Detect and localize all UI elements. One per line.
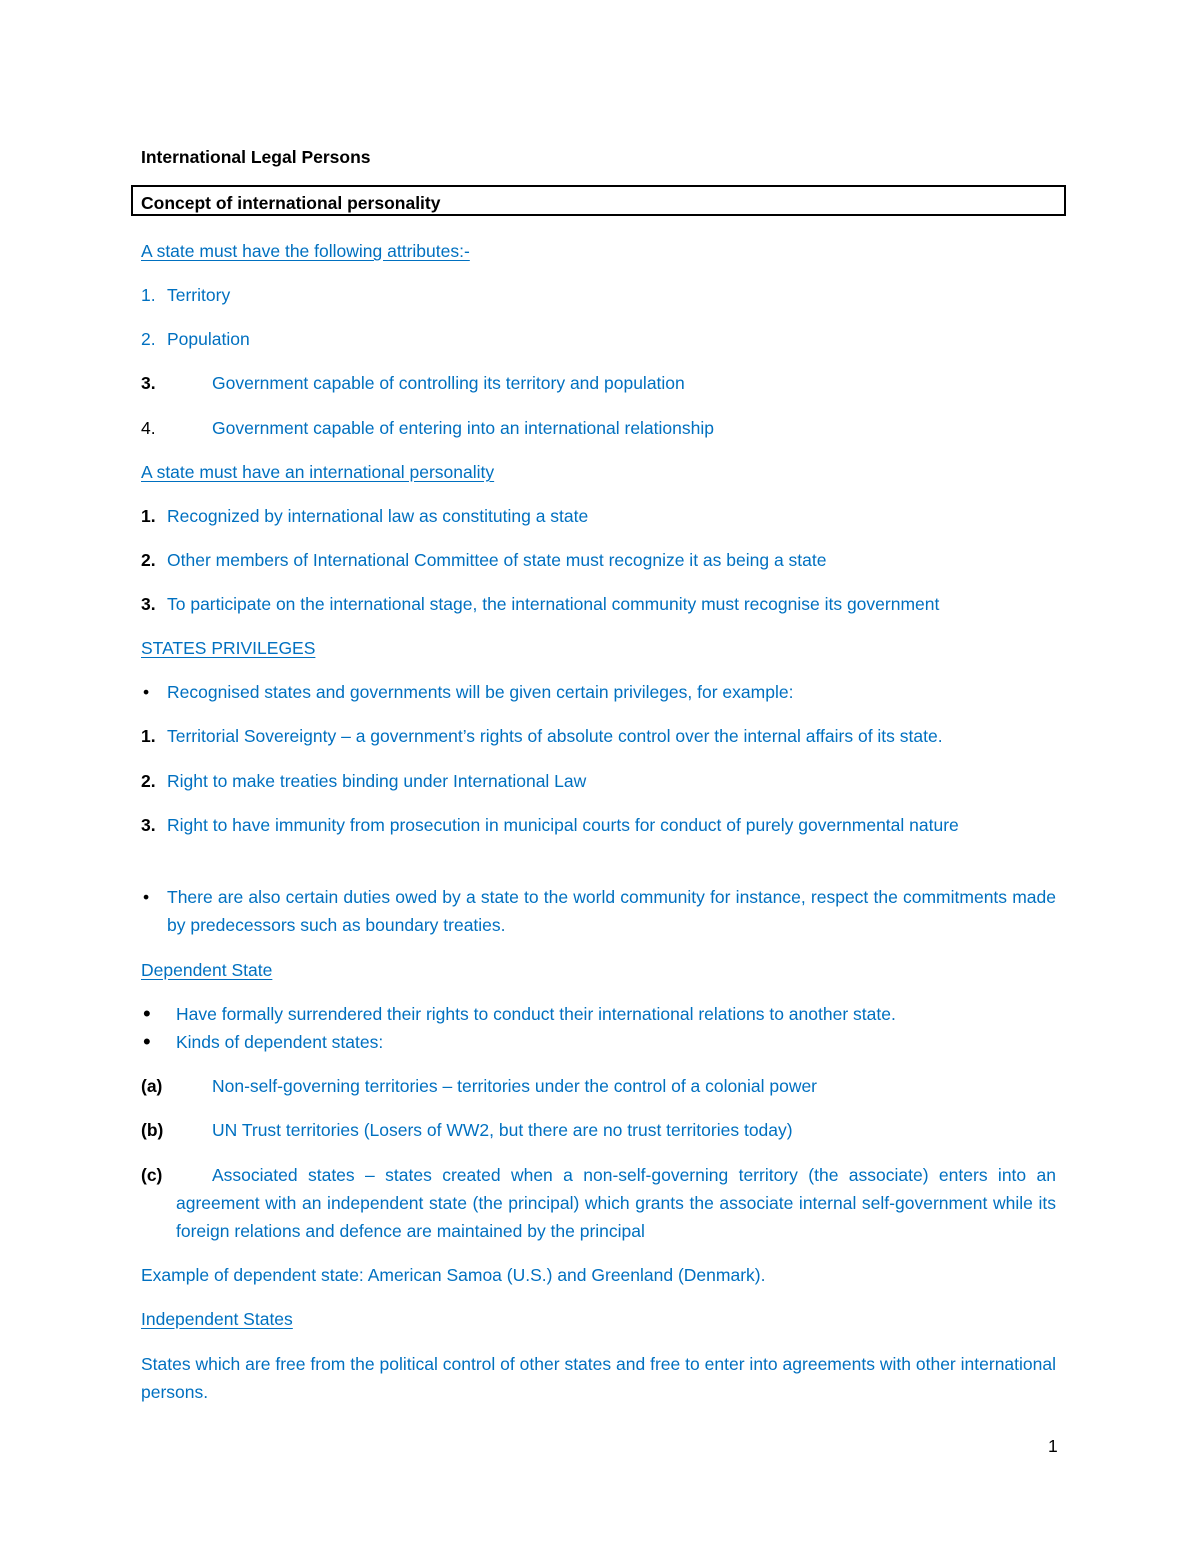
- priv-1-text: Territorial Sovereignty – a government’s rights of absolute control over the internal affairs of its state.: [167, 726, 943, 746]
- attr-1-number: 1.: [141, 285, 156, 305]
- privileges-duties: There are also certain duties owed by a state to the world community for instance, respect the commitments made by predecessors such as boundary treaties.: [167, 887, 1056, 935]
- independent-heading: Independent States: [141, 1309, 293, 1329]
- attr-3-text: Government capable of controlling its territory and population: [212, 373, 685, 393]
- pers-1-number: 1.: [141, 506, 156, 526]
- priv-1-number: 1.: [141, 726, 156, 746]
- kind-b-label: (b): [141, 1120, 164, 1140]
- priv-3-text: Right to have immunity from prosecution in municipal courts for conduct of purely governmental nature: [167, 815, 959, 835]
- independent-text: States which are free from the political control of other states and free to enter into agreements with other international persons.: [141, 1354, 1056, 1402]
- attr-2-text: Population: [167, 329, 250, 349]
- kind-c-label: (c): [141, 1165, 163, 1185]
- pers-1-text: Recognized by international law as constituting a state: [167, 506, 589, 526]
- dependent-example: Example of dependent state: American Samoa (U.S.) and Greenland (Denmark).: [141, 1265, 766, 1285]
- attr-4-text: Government capable of entering into an international relationship: [212, 418, 714, 438]
- boxed-heading: Concept of international personality: [141, 193, 441, 213]
- page-number: 1: [1048, 1436, 1058, 1456]
- dependent-bullet-2: Kinds of dependent states:: [176, 1032, 384, 1052]
- dependent-bullet-1: Have formally surrendered their rights to conduct their international relations to another state.: [176, 1004, 896, 1024]
- pers-3-text: To participate on the international stage, the international community must recognise its government: [167, 594, 940, 614]
- page-title: International Legal Persons: [141, 147, 371, 167]
- attr-3-number: 3.: [141, 373, 156, 393]
- kind-a-text: Non-self-governing territories – territories under the control of a colonial power: [212, 1076, 818, 1096]
- attributes-heading: A state must have the following attributes:-: [141, 241, 470, 261]
- dependent-heading: Dependent State: [141, 960, 273, 980]
- kind-a-label: (a): [141, 1076, 163, 1096]
- personality-heading: A state must have an international personality: [141, 462, 495, 482]
- attr-2-number: 2.: [141, 329, 156, 349]
- bullet-icon: •: [143, 682, 150, 702]
- bullet-icon: •: [143, 887, 150, 907]
- priv-2-number: 2.: [141, 771, 156, 791]
- priv-3-number: 3.: [141, 815, 156, 835]
- kind-c-text: Associated states – states created when a non-self-governing territory (the associate) enters into an agreement with an independent state (the principal) which grants the associate internal self-government while its foreign relations and defence are maintained by the principal: [176, 1165, 1056, 1241]
- bullet-icon: •: [143, 1029, 151, 1054]
- pers-2-text: Other members of International Committee of state must recognize it as being a state: [167, 550, 827, 570]
- attr-4-number: 4.: [141, 418, 156, 438]
- privileges-heading: STATES PRIVILEGES: [141, 638, 316, 658]
- bullet-icon: •: [143, 1001, 151, 1026]
- privileges-intro: Recognised states and governments will be given certain privileges, for example:: [167, 682, 794, 702]
- kind-b-text: UN Trust territories (Losers of WW2, but there are no trust territories today): [212, 1120, 793, 1140]
- pers-3-number: 3.: [141, 594, 156, 614]
- pers-2-number: 2.: [141, 550, 156, 570]
- priv-2-text: Right to make treaties binding under International Law: [167, 771, 587, 791]
- attr-1-text: Territory: [167, 285, 231, 305]
